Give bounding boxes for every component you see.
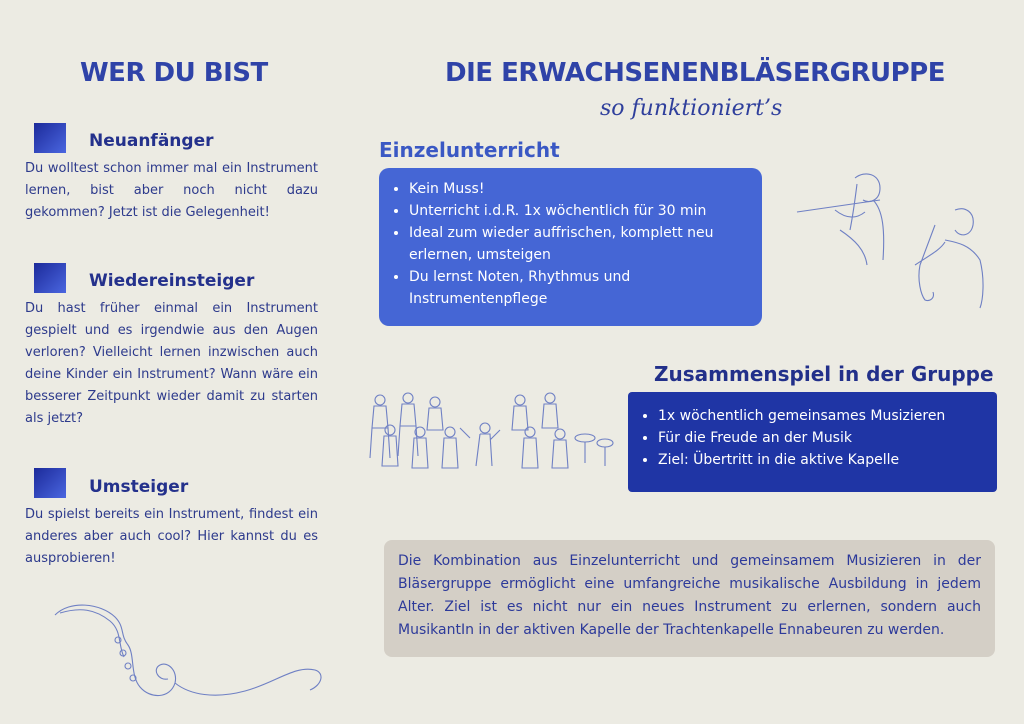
main-title: DIE ERWACHSENENBLÄSERGRUPPE (445, 58, 945, 88)
einzel-bullet: • Ideal zum wieder auffrischen, komplett neu erlernen, umsteigen (409, 222, 762, 266)
einzel-bullet: • Kein Muss! (409, 178, 762, 200)
gruppe-box (628, 392, 997, 492)
bullet-square-icon (34, 123, 66, 153)
item-text-umsteiger: Du spielst bereits ein Instrument, findest ein anderes aber auch cool? Hier kannst du es ausprobieren! (25, 507, 318, 566)
flute-player-illustration (795, 170, 995, 310)
gruppe-bullet: • Für die Freude an der Musik (658, 427, 997, 449)
summary-text: Die Kombination aus Einzelunterricht und gemeinsamem Musizieren in der Bläsergruppe ermöglicht eine umfangreiche musikalische Ausbildung in jedem Alter. Ziel ist es nicht nur ein neues Instrument zu erlernen, sondern auch MusikantIn in der aktiven Kapelle der Trachtenkapelle Ennabeuren zu werden. (398, 553, 981, 638)
gruppe-bullet: • 1x wöchentlich gemeinsames Musizieren (658, 405, 997, 427)
summary-box (384, 540, 995, 657)
bullet-square-icon (34, 468, 66, 498)
orchestra-illustration (360, 388, 615, 478)
item-text-wiedereinsteiger: Du hast früher einmal ein Instrument gespielt und es irgendwie aus den Augen verloren? Vielleicht lernen inzwischen auch deine Kinder ein Instrument? Wann wäre ein besserer Zeitpunkt wieder damit zu starten als jetzt? (25, 301, 318, 426)
gruppe-bullet: • Ziel: Übertritt in die aktive Kapelle (658, 449, 997, 471)
main-subtitle: so funktioniert’s (600, 96, 783, 121)
saxophone-line-icon (40, 595, 330, 715)
item-text-neuanfaenger: Du wolltest schon immer mal ein Instrument lernen, bist aber noch nicht dazu gekommen? Jetzt ist die Gelegenheit! (25, 161, 318, 220)
gruppe-title: Zusammenspiel in der Gruppe (654, 362, 994, 386)
item-title-neuanfaenger: Neuanfänger (89, 131, 214, 151)
bullet-square-icon (34, 263, 66, 293)
einzel-bullet: • Unterricht i.d.R. 1x wöchentlich für 30 min (409, 200, 762, 222)
item-title-wiedereinsteiger: Wiedereinsteiger (89, 271, 255, 291)
einzel-box (379, 168, 762, 326)
left-title: WER DU BIST (80, 58, 268, 88)
item-title-umsteiger: Umsteiger (89, 477, 189, 497)
einzel-bullet: • Du lernst Noten, Rhythmus und Instrumentenpflege (409, 266, 762, 310)
einzel-title: Einzelunterricht (379, 138, 560, 162)
